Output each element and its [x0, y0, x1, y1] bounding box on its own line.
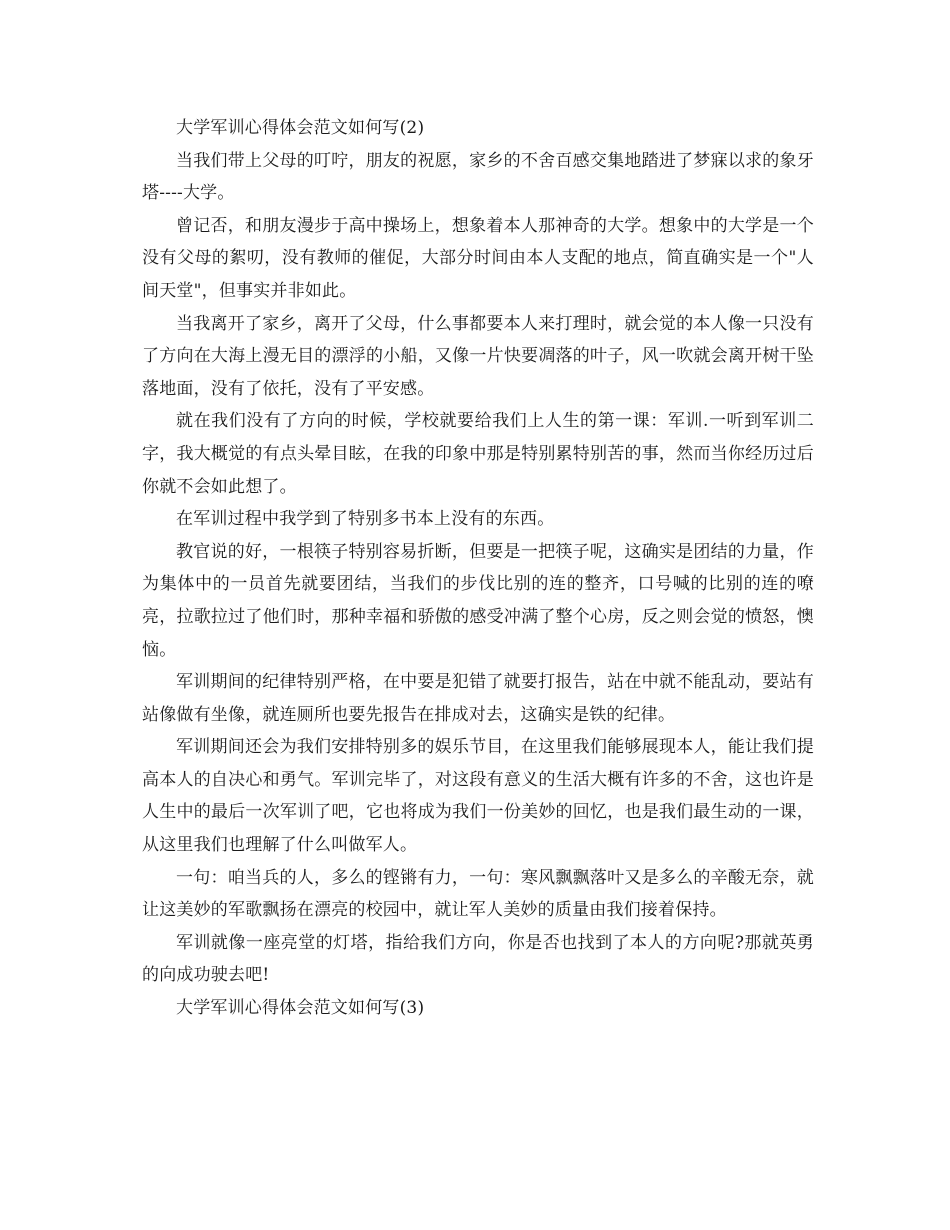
- paragraph-3: 当我离开了家乡，离开了父母，什么事都要本人来打理时，就会觉的本人像一只没有了方向在大海上漫无目的漂浮的小船，又像一片快要凋落的叶子，风一吹就会离开树干坠落地面，没有了依托，没有了平安感。: [142, 313, 814, 399]
- document-body: [142, 112, 814, 1025]
- paragraph-6: 教官说的好，一根筷子特别容易折断，但要是一把筷子呢，这确实是团结的力量，作为集体中的一员首先就要团结，当我们的步伐比别的连的整齐，口号喊的比别的连的嘹亮，拉歌拉过了他们时，那种幸福和骄傲的感受冲满了整个心房，反之则会觉的愤怒，懊恼。: [142, 541, 814, 660]
- paragraph-5: 在军训过程中我学到了特别多书本上没有的东西。: [176, 509, 555, 530]
- paragraph-2: 曾记否，和朋友漫步于高中操场上，想象着本人那神奇的大学。想象中的大学是一个没有父母的絮叨，没有教师的催促，大部分时间由本人支配的地点，简直确实是一个"人间天堂"，但事实并非如此。: [142, 215, 814, 301]
- paragraph-7: 军训期间的纪律特别严格，在中要是犯错了就要打报告，站在中就不能乱动，要站有站像做有坐像，就连厕所也要先报告在排成对去，这确实是铁的纪律。: [142, 672, 814, 725]
- paragraph-4: 就在我们没有了方向的时候，学校就要给我们上人生的第一课：军训.一听到军训二字，我大概觉的有点头晕目眩，在我的印象中那是特别累特别苦的事，然而当你经历过后你就不会如此想了。: [142, 411, 814, 497]
- section-heading-2: 大学军训心得体会范文如何写(2): [176, 118, 425, 138]
- paragraph-8: 军训期间还会为我们安排特别多的娱乐节目，在这里我们能够展现本人，能让我们提高本人的自决心和勇气。军训完毕了，对这段有意义的生活大概有许多的不舍，这也许是人生中的最后一次军训了吧，它也将成为我们一份美妙的回忆，也是我们最生动的一课，从这里我们也理解了什么叫做军人。: [142, 737, 814, 856]
- section-heading-3: 大学军训心得体会范文如何写(3): [176, 998, 425, 1019]
- paragraph-1: 当我们带上父母的叮咛，朋友的祝愿，家乡的不舍百感交集地踏进了梦寐以求的象牙塔----大学。: [142, 150, 814, 204]
- paragraph-10: 军训就像一座亮堂的灯塔，指给我们方向，你是否也找到了本人的方向呢?那就英勇的向成功驶去吧!: [142, 932, 814, 986]
- paragraph-9: 一句：咱当兵的人，多么的铿锵有力，一句：寒风飘飘落叶又是多么的辛酸无奈，就让这美妙的军歌飘扬在漂亮的校园中，就让军人美妙的质量由我们接着保持。: [142, 867, 814, 921]
